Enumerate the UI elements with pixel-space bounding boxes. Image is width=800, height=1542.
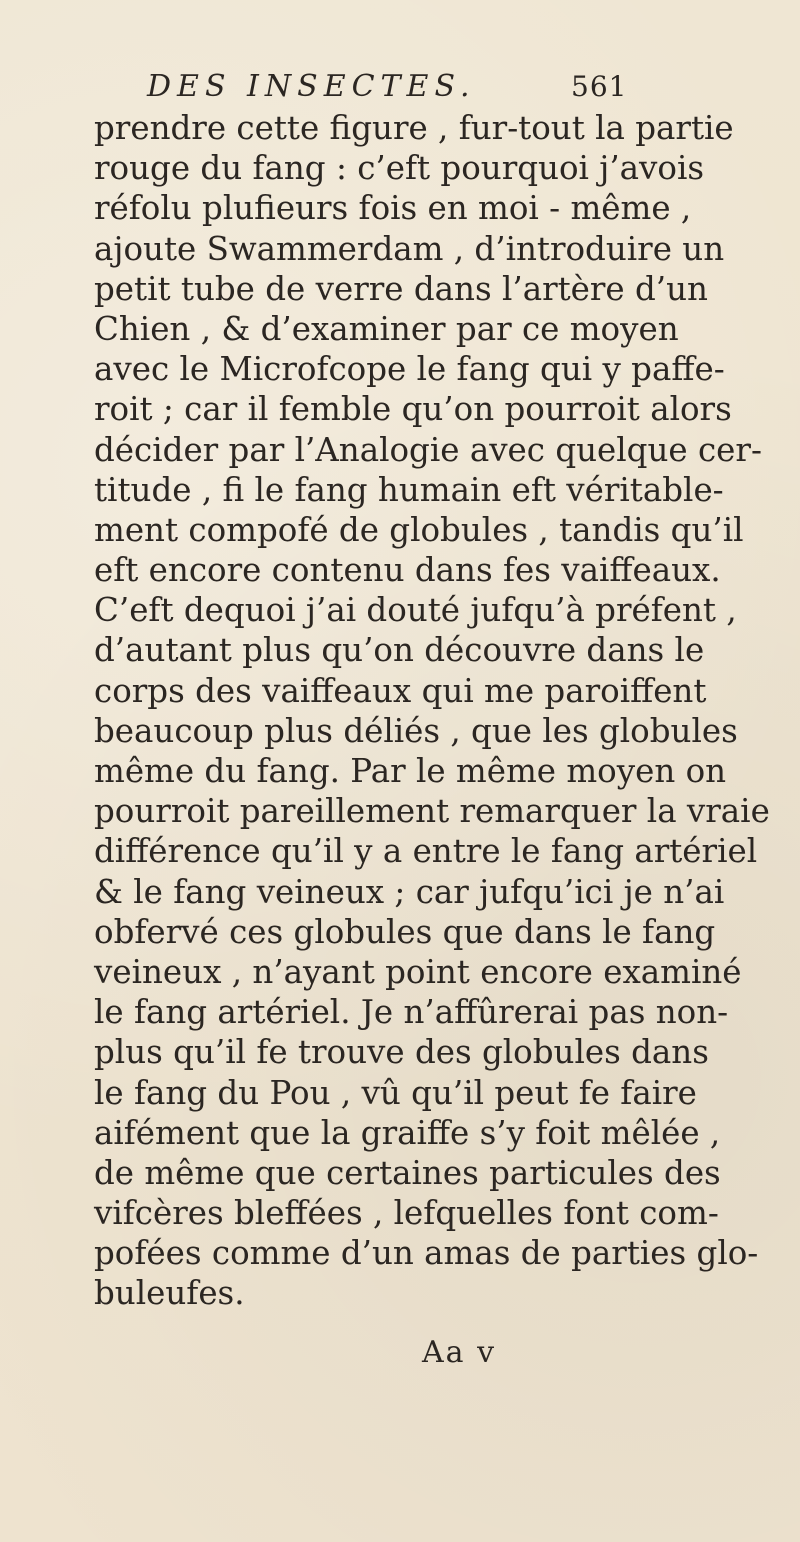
text-line: le fang du Pou , vû qu’il peut fe faire [94, 1073, 697, 1112]
text-line: pourroit pareillement remarquer la vraie [94, 792, 770, 831]
text-line: le fang artériel. Je n’affûrerai pas non- [94, 993, 729, 1032]
text-line: de même que certaines particules des [94, 1153, 721, 1192]
page-number: 561 [571, 70, 628, 103]
text-line: titude , fi le fang humain eft véritable- [94, 470, 724, 509]
text-line: différence qu’il y a entre le fang artériel [94, 832, 758, 871]
text-line: décider par l’Analogie avec quelque cer- [94, 430, 762, 469]
text-line: petit tube de verre dans l’artère d’un [94, 269, 708, 308]
text-line: d’autant plus qu’on découvre dans le [94, 631, 705, 670]
text-line: corps des vaiffeaux qui me paroiffent [94, 671, 707, 710]
text-line: & le fang veineux ; car jufqu’ici je n’ai [94, 872, 725, 911]
text-line: roit ; car il femble qu’on pourroit alors [94, 390, 732, 429]
text-line: plus qu’il fe trouve des globules dans [94, 1033, 709, 1072]
text-block [94, 108, 770, 1314]
text-line: ajoute Swammerdam , d’introduire un [94, 229, 725, 268]
text-line: ment compofé de globules , tandis qu’il [94, 510, 744, 549]
text-line: veineux , n’ayant point encore examiné [94, 952, 742, 991]
text-line: pofées comme d’un amas de parties glo- [94, 1234, 759, 1273]
text-line: vifcères bleffées , lefquelles font com- [94, 1194, 719, 1233]
text-line: beaucoup plus déliés , que les globules [94, 711, 738, 750]
text-line: avec le Microfcope le fang qui y paffe- [94, 350, 725, 389]
text-line: même du fang. Par le même moyen on [94, 752, 727, 790]
text-line: rouge du fang : c’eft pourquoi j’avois [94, 149, 705, 188]
running-header [147, 66, 647, 108]
text-line: Chien , & d’examiner par ce moyen [94, 309, 679, 348]
signature-mark: Aa v [422, 1335, 497, 1370]
text-line: eft encore contenu dans fes vaiffeaux. [94, 551, 721, 590]
text-line: obfervé ces globules que dans le fang [94, 912, 716, 951]
text-line: C’eft dequoi j’ai douté jufqu’à préfent , [94, 591, 737, 630]
text-line: réfolu plufieurs fois en moi - même , [94, 189, 692, 228]
text-line: prendre cette figure , fur-tout la partie [94, 109, 734, 147]
running-title: DES INSECTES. [147, 69, 476, 104]
text-line: aifément que la graiffe s’y foit mêlée , [94, 1113, 721, 1152]
text-line: buleufes. [94, 1274, 245, 1313]
